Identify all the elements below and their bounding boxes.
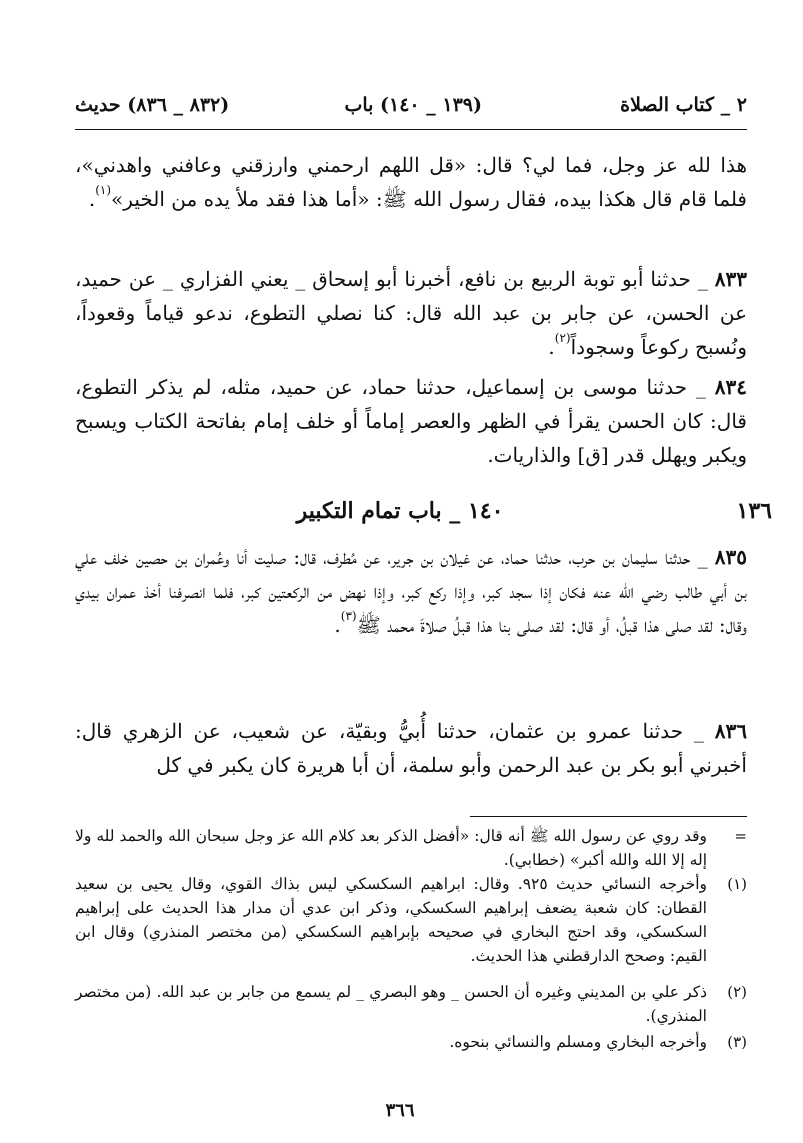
footnote-text: وأخرجه البخاري ومسلم والنسائي بنحوه.	[449, 1033, 707, 1051]
hadith-835	[75, 540, 747, 645]
hadith-number: ٨٣٦	[714, 719, 747, 743]
margin-hadith-number: ١٣٦	[736, 498, 772, 524]
hadith-text: _ حدثنا سليمان بن حرب، حدثنا حماد، عن غيلان بن جرير، عن مُطرف، قال: صليت أنا وعُمران بن حصين خلف علي بن أبي طالب رضي الله عنه فكان إذا سجد كبر، وإذا ركع كبر، وإذا نهض من الركعتين كبر، فلما انصرفنا أخذ عمران بيدي وقال: لقد صلى هذا قبلُ، أو قال: لقد صلى بنا هذا قبلُ صلاةَ محمد ﷺ	[75, 545, 747, 637]
page-number: ٣٦٦	[385, 1100, 415, 1121]
footnote-mark: (٢)	[727, 983, 747, 1001]
footnote-mark: (٣)	[727, 1033, 747, 1051]
hadith-833	[75, 262, 747, 367]
header-divider	[75, 129, 747, 130]
paragraph-text: هذا لله عز وجل، فما لي؟ قال: «قل اللهم ارحمني وارزقني وعافني واهدني»، فلما قام قال هكذا بيده، فقال رسول الله ﷺ: «أما هذا فقد ملأ يده من الخير»	[75, 153, 747, 211]
footnote-text: ذكر علي بن المديني وغيره أن الحسن _ وهو البصري _ لم يسمع من جابر بن عبد الله. (من مختصر المنذري).	[75, 983, 707, 1025]
chapter-heading: ١٤٠ _ باب تمام التكبير	[296, 498, 504, 524]
footnote-ref-1: (١)	[95, 183, 112, 197]
hadith-text: _ حدثنا عمرو بن عثمان، حدثنا أُبيُّ وبقيّة، عن شعيب، عن الزهري قال: أخبرني أبو بكر بن عبد الرحمن وأبو سلمة، أن أبا هريرة كان يكبر في كل	[75, 719, 747, 777]
footnote-divider	[470, 816, 747, 817]
hadith-text: _ حدثنا موسى بن إسماعيل، حدثنا حماد، عن حميد، مثله، لم يذكر التطوع، قال: كان الحسن يقرأ في الظهر والعصر إماماً أو خلف إمام بفاتحة الكتاب ويسبح ويكبر ويهلل قدر [ق] والذاريات.	[75, 375, 747, 467]
hadith-836	[75, 714, 747, 782]
paragraph-end: .	[548, 335, 555, 359]
footnote-continued	[75, 824, 747, 872]
header-hadith-range: (٨٣٢ _ ٨٣٦) حديث	[75, 94, 230, 116]
hadith-number: ٨٣٥	[714, 545, 747, 569]
footnote-ref-2: (٢)	[554, 331, 571, 345]
hadith-834	[75, 370, 747, 472]
footnote-text: وقد روي عن رسول الله ﷺ أنه قال: «أفضل الذكر بعد كلام الله عز وجل سبحان الله والحمد لله ولا إله إلا الله والله أكبر» (خطابي).	[75, 827, 707, 869]
paragraph-end: .	[88, 187, 96, 211]
header-book-title: ٢ _ كتاب الصلاة	[620, 94, 747, 116]
hadith-text: _ حدثنا أبو توبة الربيع بن نافع، أخبرنا أبو إسحاق _ يعني الفزاري _ عن حميد، عن الحسن، عن جابر بن عبد الله قال: كنا نصلي التطوع، ندعو قياماً وقعوداً، ونُسبح ركوعاً وسجوداً	[75, 267, 747, 359]
footnote-1	[75, 872, 747, 968]
hadith-number: ٨٣٣	[714, 267, 747, 291]
running-header	[75, 88, 747, 124]
footnote-text: وأخرجه النسائي حديث ٩٢٥. وقال: ابراهيم السكسكي ليس بذاك القوي، وقال يحيى بن سعيد القطان: كان شعبة يضعف إبراهيم السكسكي، وذكر ابن عدي أن مدار هذا الحديث على إبراهيم السكسكي، وقد احتج البخاري في صحيحه بإبراهيم السكسكي (من مختصر المنذري) وقال ابن القيم: وصحح الدارقطني هذا الحديث.	[75, 875, 707, 965]
footnote-2	[75, 980, 747, 1028]
footnote-mark: (١)	[727, 875, 747, 893]
hadith-number: ٨٣٤	[714, 375, 747, 399]
paragraph-end: .	[334, 613, 341, 637]
footnote-3	[75, 1030, 747, 1054]
paragraph-continuation	[75, 148, 747, 219]
footnote-ref-3: (٣)	[340, 609, 357, 623]
header-chapter-range: (١٣٩ _ ١٤٠) باب	[344, 94, 482, 116]
footnote-mark: =	[734, 827, 747, 845]
